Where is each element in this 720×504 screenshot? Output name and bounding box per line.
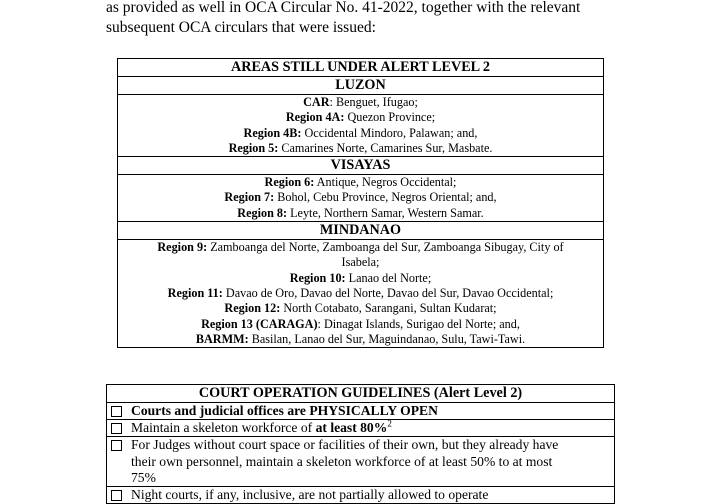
region-line: Region 7: Bohol, Cebu Province, Negros Oriental; and, xyxy=(224,190,497,205)
guideline-row xyxy=(107,437,615,487)
region-line: Region 6: Antique, Negros Occidental; xyxy=(264,175,457,190)
intro-line-1: as provided as well in OCA Circular No. 41-2022, together with the relevant xyxy=(106,0,581,16)
visayas-regions-cell xyxy=(118,175,604,222)
region-line: Region 5: Camarines Norte, Camarines Sur, Masbate. xyxy=(228,140,493,155)
luzon-header: LUZON xyxy=(118,77,604,95)
guideline-row xyxy=(107,487,615,504)
region-line: Region 11: Davao de Oro, Davao del Norte, Davao del Sur, Davao Occidental; xyxy=(167,285,554,300)
region-line-continued: Isabela; xyxy=(341,255,380,270)
footnote-marker: 2 xyxy=(387,418,392,429)
areas-table-title: AREAS STILL UNDER ALERT LEVEL 2 xyxy=(118,59,604,77)
guideline-row xyxy=(107,403,615,420)
region-line: Region 8: Leyte, Northern Samar, Western Samar. xyxy=(237,205,484,220)
region-line: Region 4B: Occidental Mindoro, Palawan; and, xyxy=(243,125,478,140)
region-line: BARMM: Basilan, Lanao del Sur, Maguindanao, Sulu, Tawi-Tawi. xyxy=(195,331,526,346)
region-line: Region 4A: Quezon Province; xyxy=(285,110,436,125)
checkbox[interactable] xyxy=(111,423,122,434)
guideline-text: For Judges without court space or facilities of their own, but they already have their own personnel, maintain a skeleton workforce of at least 50% to at most 75% xyxy=(131,437,559,485)
intro-paragraph xyxy=(106,0,626,37)
region-line: Region 13 (CARAGA): Dinagat Islands, Surigao del Norte; and, xyxy=(201,316,520,331)
luzon-regions-cell xyxy=(118,95,604,157)
visayas-header: VISAYAS xyxy=(118,157,604,175)
guideline-text: Courts and judicial offices are PHYSICALLY OPEN xyxy=(131,403,438,418)
court-table-title: COURT OPERATION GUIDELINES (Alert Level 2) xyxy=(107,385,615,403)
region-line: CAR: Benguet, Ifugao; xyxy=(303,95,418,109)
intro-line-2: subsequent OCA circulars that were issued: xyxy=(106,18,376,36)
checkbox[interactable] xyxy=(111,490,122,501)
checkbox[interactable] xyxy=(111,406,122,417)
checkbox[interactable] xyxy=(111,440,122,451)
mindanao-regions-cell xyxy=(118,240,604,348)
region-line: Region 9: Zamboanga del Norte, Zamboanga del Sur, Zamboanga Sibugay, City of xyxy=(157,240,564,255)
region-line: Region 10: Lanao del Norte; xyxy=(289,270,432,285)
mindanao-header: MINDANAO xyxy=(118,222,604,240)
court-operation-guidelines-table xyxy=(106,384,615,504)
region-line: Region 12: North Cotabato, Sarangani, Sultan Kudarat; xyxy=(224,301,497,316)
guideline-text: Night courts, if any, inclusive, are not partially allowed to operate xyxy=(131,487,489,503)
guideline-text: Maintain a skeleton workforce of at least 80%$^2$ xyxy=(131,418,392,436)
areas-alert-level-2-table xyxy=(117,58,604,348)
guideline-row xyxy=(107,420,615,437)
